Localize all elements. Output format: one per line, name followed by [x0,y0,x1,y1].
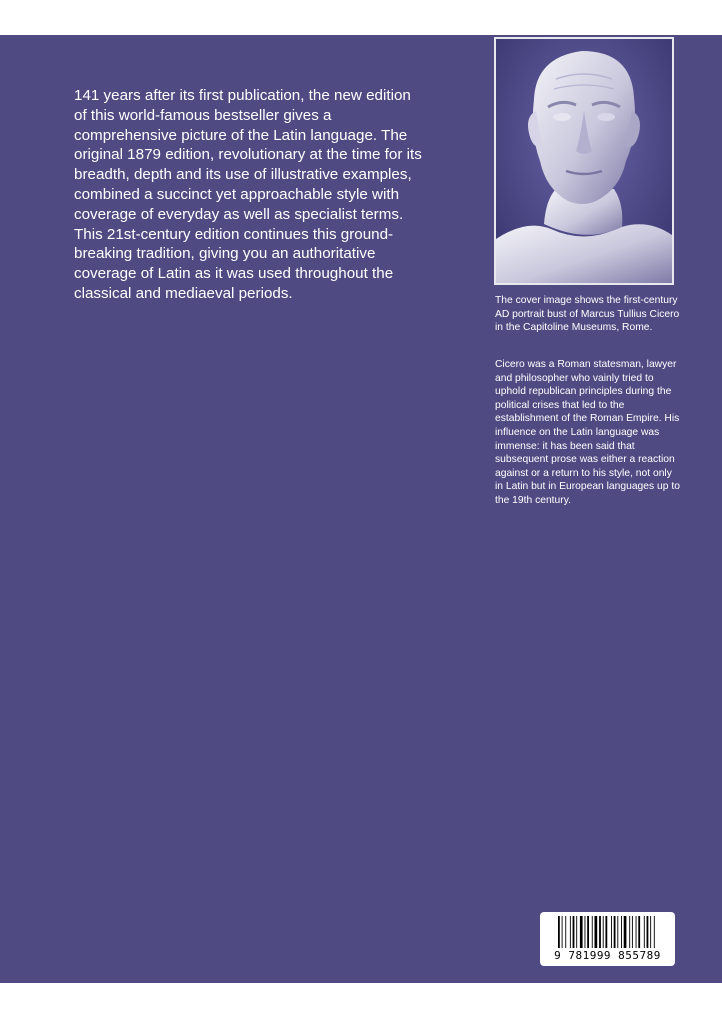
isbn-number: 9 781999 855789 [554,949,661,962]
barcode-bar [576,916,577,948]
barcode-bar [573,916,575,948]
barcode-bar [558,916,560,948]
barcode-bar [644,916,645,948]
barcode-bar [592,916,593,948]
barcode-bar [617,916,618,948]
back-cover [0,35,722,983]
image-caption: The cover image shows the first-century AD portrait bust of Marcus Tullius Cicero in the Capitoline Museums, Rome. [495,295,680,334]
barcode-bar [636,916,637,948]
barcode-bar [565,916,566,948]
barcode-bar [629,916,630,948]
cicero-bust-image [494,37,674,285]
barcode-bar [647,916,649,948]
barcode-bar [599,916,601,948]
barcode-bar [603,916,604,948]
barcode-bar [595,916,598,948]
barcode-bar [580,916,583,948]
barcode-bar [587,916,589,948]
barcode-bar [632,916,633,948]
barcode-bars [540,912,675,952]
barcode-bar [605,916,607,948]
barcode-bar [624,916,627,948]
barcode-bar [650,916,651,948]
barcode-bar [638,916,640,948]
barcode-bar [570,916,571,948]
blurb-text: 141 years after its first publication, the new edition of this world-famous bestseller gives a comprehensive picture of the Latin language. The original 1879 edition, revolutionary at the time for its breadth, depth and its use of illustrative examples, combined a succinct yet approachable style with coverage of everyday as well as specialist terms. This 21st-century edition continues this ground-breaking tradition, giving you an authoritative coverage of Latin as it was used throughout the classical and mediaeval periods. [74,87,422,302]
barcode-bar [621,916,622,948]
barcode-bar [614,916,616,948]
barcode-bar [562,916,563,948]
barcode-bar [611,916,612,948]
barcode-bar [585,916,586,948]
cicero-biography: Cicero was a Roman statesman, lawyer and philosopher who vainly tried to uphold republican principles during the political crises that led to the establishment of the Roman Empire. His influence on the Latin language was immense: it has been said that subsequent prose was either a reaction against or a return to his style, not only in Latin but in European languages up to the 19th century. [495,359,680,506]
isbn-barcode [540,912,675,966]
barcode-bar [654,916,655,948]
